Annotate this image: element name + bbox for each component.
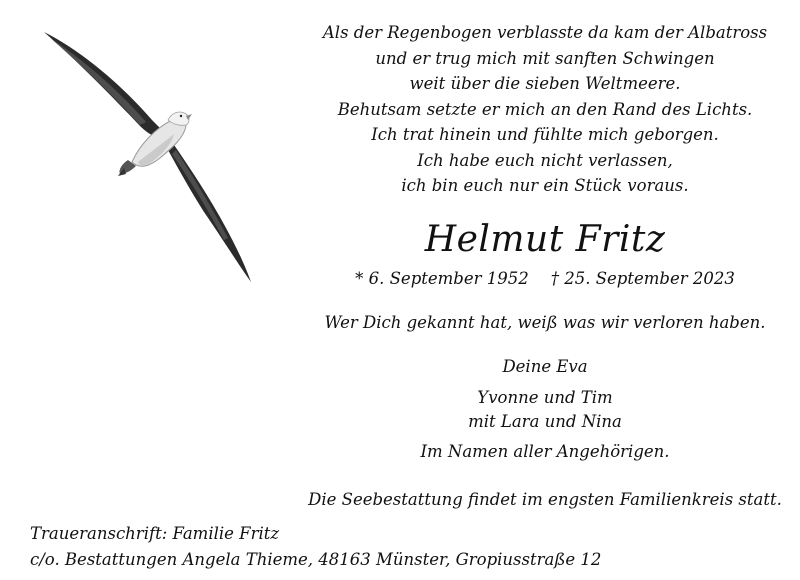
burial-note: Die Seebestattung findet im engsten Familienkreis statt. [308, 490, 782, 509]
albatross-icon [40, 28, 255, 288]
poem-line: Als der Regenbogen verblasste da kam der Albatross [322, 23, 768, 42]
poem [290, 20, 800, 199]
life-dates [290, 267, 800, 291]
death-date: † 25. September 2023 [550, 269, 735, 288]
poem-line: ich bin euch nur ein Stück voraus. [401, 176, 689, 195]
motto: Wer Dich gekannt hat, weiß was wir verloren haben. [324, 313, 766, 332]
poem-line: und er trug mich mit sanften Schwingen [375, 48, 715, 68]
deceased-name: Helmut Fritz [424, 219, 666, 260]
mourning-address [30, 521, 750, 573]
signature-line: mit Lara und Nina [468, 412, 622, 431]
address-line: Traueranschrift: Familie Fritz [30, 524, 280, 543]
poem-line: Ich trat hinein und fühlte mich geborgen. [371, 125, 719, 144]
signature-line: Deine Eva [502, 357, 588, 376]
signature-line: Yvonne und Tim [477, 388, 613, 407]
poem-line: Behutsam setzte er mich an den Rand des Lichts. [337, 99, 753, 119]
birth-date: * 6. September 1952 [355, 269, 529, 288]
poem-line: Ich habe euch nicht verlassen, [417, 150, 673, 170]
address-line: c/o. Bestattungen Angela Thieme, 48163 Münster, Gropiusstraße 12 [30, 550, 602, 569]
poem-line: weit über die sieben Weltmeere. [409, 74, 681, 93]
signature-line: Im Namen aller Angehörigen. [420, 442, 670, 461]
